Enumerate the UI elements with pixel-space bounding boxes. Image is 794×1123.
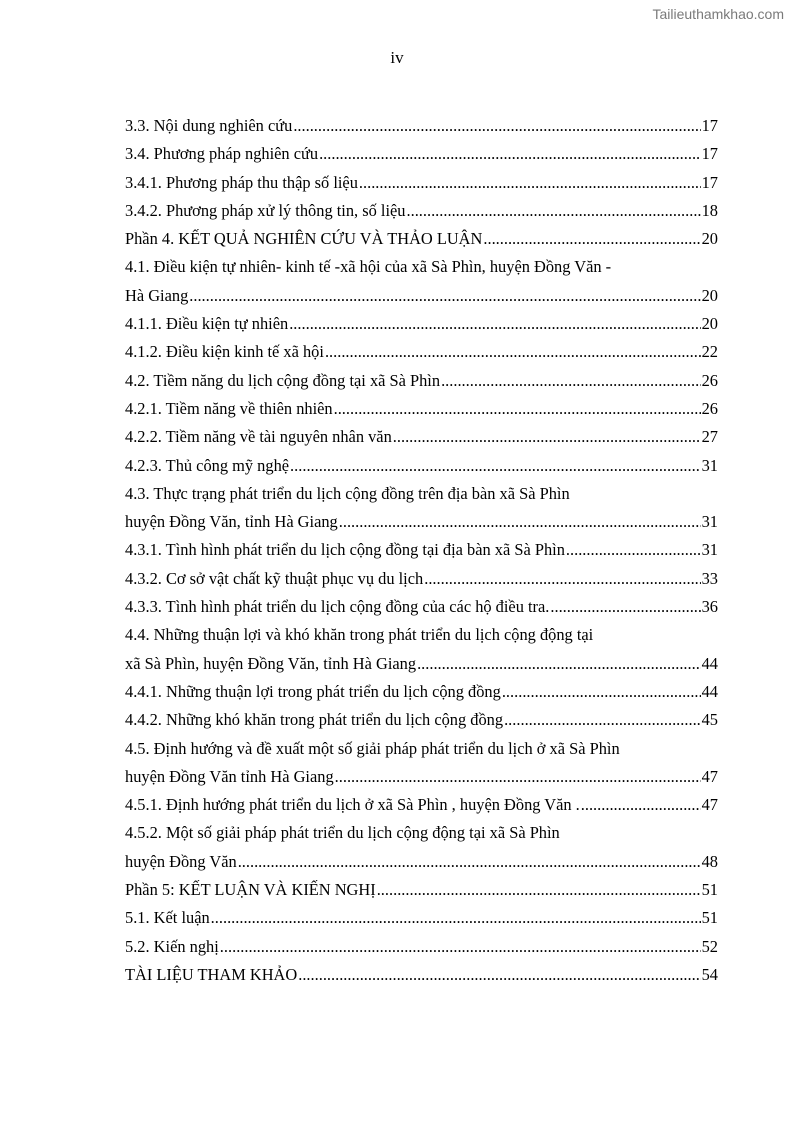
toc-entry[interactable] — [125, 480, 718, 508]
toc-dot-leader — [335, 763, 701, 791]
toc-dot-leader — [319, 140, 701, 168]
toc-entry-page: 17 — [701, 172, 718, 192]
toc-entry-title: 4.4.1. Những thuận lợi trong phát triển du lịch cộng đồng — [125, 681, 501, 701]
toc-dot-leader — [424, 565, 700, 593]
toc-entry-page: 47 — [701, 795, 718, 815]
toc-entry-title: 5.1. Kết luận — [125, 908, 210, 928]
toc-entry-title: Phần 5: KẾT LUẬN VÀ KIẾN NGHỊ — [125, 880, 376, 900]
toc-dot-leader — [289, 310, 700, 338]
toc-entry[interactable] — [125, 706, 718, 734]
toc-entry-page: 47 — [701, 766, 718, 786]
toc-dot-leader — [581, 791, 701, 819]
toc-entry[interactable] — [125, 112, 718, 140]
toc-entry-title: 3.3. Nội dung nghiên cứu — [125, 116, 293, 135]
toc-entry-title: 4.1.2. Điều kiện kinh tế xã hội — [125, 342, 324, 362]
toc-entry-title: 3.4.2. Phương pháp xử lý thông tin, số liệu — [125, 200, 406, 220]
toc-entry[interactable] — [125, 253, 718, 281]
toc-dot-leader — [339, 508, 701, 536]
toc-entry[interactable] — [125, 848, 718, 876]
page-number: iv — [390, 48, 404, 67]
toc-entry[interactable] — [125, 593, 718, 621]
toc-entry-page: 26 — [701, 370, 718, 390]
toc-entry[interactable] — [125, 452, 718, 480]
toc-entry-title: huyện Đồng Văn — [125, 851, 237, 871]
toc-entry[interactable] — [125, 678, 718, 706]
toc-entry-title: 4.3. Thực trạng phát triển du lịch cộng đồng trên địa bàn xã Sà Phìn — [125, 483, 570, 503]
toc-entry-page: 31 — [701, 512, 718, 532]
toc-dot-leader — [290, 452, 701, 480]
toc-entry-title: huyện Đồng Văn, tỉnh Hà Giang — [125, 512, 338, 532]
toc-entry[interactable] — [125, 169, 718, 197]
toc-dot-leader — [393, 423, 701, 451]
toc-entry[interactable] — [125, 140, 718, 168]
toc-entry[interactable] — [125, 565, 718, 593]
toc-entry-page: 31 — [701, 540, 718, 560]
toc-entry-title: 4.5.2. Một số giải pháp phát triển du lịch cộng động tại xã Sà Phìn — [125, 823, 560, 843]
toc-entry-page: 54 — [701, 964, 718, 984]
toc-entry-page: 44 — [701, 653, 718, 673]
toc-dot-leader — [377, 876, 701, 904]
toc-entry-page: 51 — [701, 908, 718, 928]
toc-entry-title: Phần 4. KẾT QUẢ NGHIÊN CỨU VÀ THẢO LUẬN — [125, 229, 483, 249]
toc-entry-page: 33 — [701, 568, 718, 588]
toc-entry-page: 36 — [701, 597, 718, 617]
toc-entry-title: 4.3.2. Cơ sở vật chất kỹ thuật phục vụ du lịch — [125, 568, 424, 588]
toc-entry-title: 4.3.1. Tình hình phát triển du lịch cộng đồng tại địa bàn xã Sà Phìn — [125, 540, 565, 560]
toc-entry[interactable] — [125, 763, 718, 791]
toc-entry-title: 4.1. Điều kiện tự nhiên- kinh tế -xã hội của xã Sà Phìn, huyện Đồng Văn - — [125, 257, 612, 277]
toc-entry-page: 20 — [701, 229, 718, 249]
toc-dot-leader — [220, 933, 701, 961]
table-of-contents — [125, 112, 718, 989]
toc-entry-title: 4.2.3. Thủ công mỹ nghệ — [125, 455, 290, 475]
toc-dot-leader — [238, 848, 701, 876]
toc-entry-title: 4.2.1. Tiềm năng về thiên nhiên — [125, 398, 333, 418]
toc-entry[interactable] — [125, 650, 718, 678]
toc-entry-page: 20 — [701, 285, 718, 305]
toc-entry-page: 17 — [701, 144, 718, 164]
toc-dot-leader — [359, 169, 701, 197]
toc-entry-title: 4.5. Định hướng và đề xuất một số giải pháp phát triển du lịch ở xã Sà Phìn — [125, 738, 620, 758]
toc-entry[interactable] — [125, 819, 718, 847]
toc-dot-leader — [417, 650, 701, 678]
toc-entry-title: 4.1.1. Điều kiện tự nhiên — [125, 314, 289, 334]
toc-dot-leader — [566, 536, 701, 564]
toc-entry[interactable] — [125, 735, 718, 763]
toc-dot-leader — [441, 367, 701, 395]
toc-entry[interactable] — [125, 536, 718, 564]
toc-dot-leader — [550, 593, 700, 621]
toc-entry-page: 51 — [701, 880, 718, 900]
toc-entry-page: 48 — [701, 851, 718, 871]
toc-entry-title: 4.2. Tiềm năng du lịch cộng đồng tại xã Sà Phìn — [125, 370, 441, 390]
toc-dot-leader — [211, 904, 701, 932]
toc-entry-title: huyện Đồng Văn tỉnh Hà Giang — [125, 766, 334, 786]
toc-dot-leader — [298, 961, 700, 989]
toc-entry[interactable] — [125, 282, 718, 310]
toc-dot-leader — [504, 706, 701, 734]
toc-dot-leader — [407, 197, 701, 225]
toc-entry-title: xã Sà Phìn, huyện Đồng Văn, tỉnh Hà Giang — [125, 653, 417, 673]
toc-entry[interactable] — [125, 933, 718, 961]
toc-entry-title: 4.4.2. Những khó khăn trong phát triển du lịch cộng đồng — [125, 710, 504, 730]
toc-entry[interactable] — [125, 423, 718, 451]
toc-dot-leader — [293, 112, 700, 140]
watermark-text: Tailieuthamkhao.com — [652, 6, 784, 22]
toc-dot-leader — [502, 678, 701, 706]
toc-entry-page: 18 — [701, 200, 718, 220]
toc-entry-page: 22 — [701, 342, 718, 362]
toc-entry-title: Hà Giang — [125, 285, 189, 305]
toc-entry-title: 4.2.2. Tiềm năng về tài nguyên nhân văn — [125, 427, 392, 447]
toc-entry-page: 17 — [701, 116, 718, 135]
toc-entry-page: 45 — [701, 710, 718, 730]
toc-entry[interactable] — [125, 876, 718, 904]
toc-entry[interactable] — [125, 197, 718, 225]
toc-dot-leader — [483, 225, 700, 253]
toc-entry[interactable] — [125, 508, 718, 536]
toc-entry-page: 31 — [701, 455, 718, 475]
toc-entry[interactable] — [125, 961, 718, 989]
toc-entry-page: 52 — [701, 936, 718, 956]
toc-entry[interactable] — [125, 791, 718, 819]
toc-entry[interactable] — [125, 225, 718, 253]
toc-entry-page: 44 — [701, 681, 718, 701]
toc-entry-title: 3.4. Phương pháp nghiên cứu — [125, 144, 319, 164]
toc-entry-title: TÀI LIỆU THAM KHẢO — [125, 964, 298, 984]
toc-entry[interactable] — [125, 310, 718, 338]
toc-entry[interactable] — [125, 338, 718, 366]
toc-entry-title: 4.4. Những thuận lợi và khó khăn trong phát triển du lịch cộng động tại — [125, 625, 594, 645]
toc-dot-leader — [334, 395, 701, 423]
toc-entry-page: 27 — [701, 427, 718, 447]
toc-dot-leader — [325, 338, 701, 366]
toc-entry[interactable] — [125, 621, 718, 649]
toc-entry[interactable] — [125, 904, 718, 932]
toc-entry-title: 3.4.1. Phương pháp thu thập số liệu — [125, 172, 358, 192]
toc-entry-title: 4.3.3. Tình hình phát triển du lịch cộng đồng của các hộ điều tra. — [125, 597, 550, 617]
toc-entry[interactable] — [125, 395, 718, 423]
toc-entry-title: 4.5.1. Định hướng phát triển du lịch ở xã Sà Phìn , huyện Đồng Văn . — [125, 795, 580, 815]
toc-entry[interactable] — [125, 367, 718, 395]
toc-entry-title: 5.2. Kiến nghị — [125, 936, 219, 956]
toc-dot-leader — [189, 282, 700, 310]
toc-entry-page: 26 — [701, 398, 718, 418]
toc-entry-page: 20 — [701, 314, 718, 334]
